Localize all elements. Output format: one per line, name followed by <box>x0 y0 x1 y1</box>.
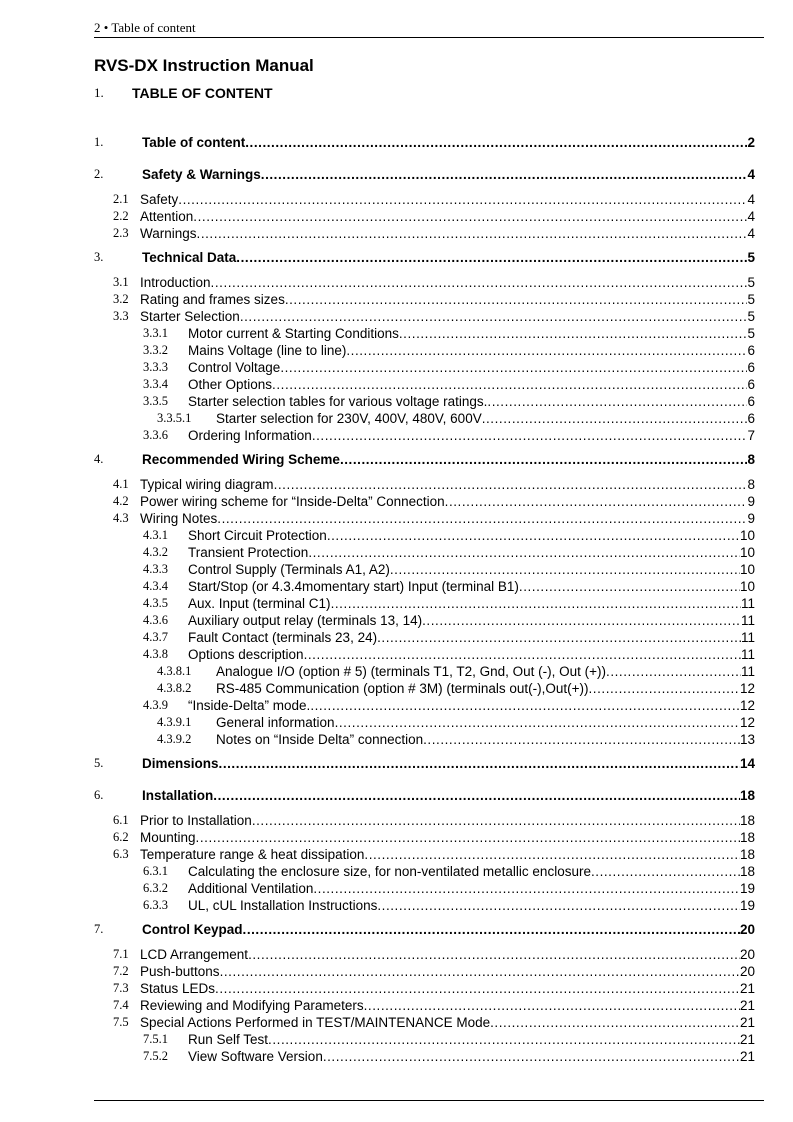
toc-entry-number: 1. <box>94 135 104 149</box>
toc-entry-title: Start/Stop (or 4.3.4momentary start) Input (terminal B1) <box>188 579 519 594</box>
toc-entry-title: Push-buttons <box>140 964 220 979</box>
dot-leader <box>313 880 740 897</box>
toc-entry-page: 19 <box>739 898 755 913</box>
toc-entry[interactable] <box>143 897 755 914</box>
dot-leader <box>310 697 740 714</box>
toc-entry-number: 6.1 <box>113 813 129 827</box>
toc-entry[interactable] <box>143 595 755 612</box>
toc-entry[interactable] <box>143 646 755 663</box>
toc-entry-number: 4.3.3 <box>143 562 168 576</box>
dot-leader <box>346 342 747 359</box>
toc-entry[interactable] <box>113 225 755 242</box>
toc-entry-page: 18 <box>739 830 755 845</box>
toc-entry-title: Installation <box>142 788 214 803</box>
toc-entry-number: 3.3.4 <box>143 377 168 391</box>
toc-entry[interactable] <box>113 846 755 863</box>
toc-entry-page: 4 <box>747 167 755 182</box>
toc-entry-number: 4.1 <box>113 477 129 491</box>
section-title: TABLE OF CONTENT <box>132 85 273 101</box>
toc-entry-number: 4.3 <box>113 511 129 525</box>
toc-entry-page: 21 <box>739 981 755 996</box>
toc-entry-title: Control Supply (Terminals A1, A2) <box>188 562 390 577</box>
toc-entry[interactable] <box>94 166 755 183</box>
dot-leader <box>196 829 740 846</box>
toc-entry-page: 5 <box>747 292 755 307</box>
dot-leader <box>217 510 747 527</box>
toc-entry-title: Warnings <box>140 226 197 241</box>
toc-entry-page: 21 <box>739 1032 755 1047</box>
dot-leader <box>261 166 748 183</box>
toc-entry-page: 11 <box>740 596 755 611</box>
dot-leader <box>220 963 740 980</box>
toc-entry-page: 11 <box>740 647 755 662</box>
dot-leader <box>268 1031 740 1048</box>
toc-entry-title: Control Keypad <box>142 922 243 937</box>
toc-entry-number: 4.2 <box>113 494 129 508</box>
toc-entry[interactable] <box>113 476 755 493</box>
dot-leader <box>193 208 747 225</box>
toc-entry-number: 2.3 <box>113 226 129 240</box>
toc-entry-page: 12 <box>739 681 755 696</box>
dot-leader <box>236 249 747 266</box>
toc-entry-number: 2.1 <box>113 192 129 206</box>
toc-entry-title: Safety & Warnings <box>142 167 261 182</box>
toc-entry-title: RS-485 Communication (option # 3M) (terminals out(-),Out(+)) <box>216 681 589 696</box>
toc-entry-page: 10 <box>739 545 755 560</box>
toc-entry-page: 21 <box>739 1049 755 1064</box>
toc-entry-page: 4 <box>747 226 755 241</box>
toc-entry[interactable] <box>113 493 755 510</box>
toc-entry-title: Power wiring scheme for “Inside-Delta” Connection <box>140 494 445 509</box>
toc-entry[interactable] <box>157 663 755 680</box>
toc-entry[interactable] <box>143 612 755 629</box>
dot-leader <box>331 595 741 612</box>
toc-entry-page: 6 <box>747 411 755 426</box>
toc-entry-title: Starter selection for 230V, 400V, 480V, 600V <box>216 411 482 426</box>
toc-entry-title: Typical wiring diagram <box>140 477 274 492</box>
toc-entry-number: 4.3.9.2 <box>157 732 192 746</box>
toc-entry[interactable] <box>143 544 755 561</box>
toc-entry-page: 19 <box>739 881 755 896</box>
dot-leader <box>422 612 741 629</box>
toc-entry[interactable] <box>143 376 755 393</box>
toc-entry-page: 10 <box>739 528 755 543</box>
dot-leader <box>323 1048 740 1065</box>
toc-entry-number: 3.3.6 <box>143 428 168 442</box>
dot-leader <box>248 946 740 963</box>
dot-leader <box>340 451 748 468</box>
toc-entry-title: Safety <box>140 192 179 207</box>
toc-entry-page: 4 <box>747 192 755 207</box>
toc-entry-page: 5 <box>747 250 755 265</box>
toc-entry-number: 7.3 <box>113 981 129 995</box>
toc-entry-number: 3.2 <box>113 292 129 306</box>
section-number: 1. <box>94 85 104 100</box>
dot-leader <box>243 921 740 938</box>
dot-leader <box>606 663 741 680</box>
dot-leader <box>399 325 748 342</box>
toc-entry[interactable] <box>157 731 755 748</box>
toc-entry-title: Attention <box>140 209 194 224</box>
toc-entry-page: 7 <box>747 428 755 443</box>
toc-entry-title: Transient Protection <box>188 545 309 560</box>
dot-leader <box>272 376 747 393</box>
dot-leader <box>312 427 748 444</box>
toc-entry-number: 4.3.6 <box>143 613 168 627</box>
toc-entry-title: Additional Ventilation <box>188 881 314 896</box>
toc-entry[interactable] <box>143 697 755 714</box>
dot-leader <box>364 997 740 1014</box>
toc-entry-number: 6.3.3 <box>143 898 168 912</box>
toc-entry-title: Auxiliary output relay (terminals 13, 14) <box>188 613 423 628</box>
toc-entry-page: 5 <box>747 326 755 341</box>
toc-entry-page: 11 <box>740 664 755 679</box>
dot-leader <box>197 225 748 242</box>
toc-entry-number: 6. <box>94 788 104 802</box>
toc-entry-number: 3.3.5.1 <box>157 411 192 425</box>
toc-entry[interactable] <box>157 680 755 697</box>
toc-entry-number: 3.3.3 <box>143 360 168 374</box>
toc-entry[interactable] <box>113 308 755 325</box>
toc-entry-title: Recommended Wiring Scheme <box>142 452 340 467</box>
toc-entry[interactable] <box>143 393 755 410</box>
dot-leader <box>211 274 748 291</box>
toc-entry-title: UL, cUL Installation Instructions <box>188 898 378 913</box>
toc-entry-number: 4.3.8.1 <box>157 664 192 678</box>
dot-leader <box>487 393 747 410</box>
toc-entry-number: 4.3.5 <box>143 596 168 610</box>
toc-entry-title: Table of content <box>142 135 246 150</box>
toc-entry-number: 4.3.8.2 <box>157 681 192 695</box>
running-title: 2 • Table of content <box>94 20 196 35</box>
toc-entry[interactable] <box>143 427 755 444</box>
toc-entry-number: 7.2 <box>113 964 129 978</box>
toc-entry[interactable] <box>94 249 755 266</box>
dot-leader <box>240 308 748 325</box>
toc-entry[interactable] <box>143 325 755 342</box>
toc-entry-title: Prior to Installation <box>140 813 252 828</box>
toc-entry-title: Rating and frames sizes <box>140 292 285 307</box>
toc-entry-page: 2 <box>747 135 755 150</box>
toc-entry-page: 6 <box>747 377 755 392</box>
toc-entry-page: 20 <box>739 947 755 962</box>
dot-leader <box>285 291 748 308</box>
dot-leader <box>390 561 740 578</box>
toc-entry-number: 3.3.5 <box>143 394 168 408</box>
toc-entry-title: Options description <box>188 647 304 662</box>
dot-leader <box>591 863 740 880</box>
toc-entry-number: 5. <box>94 756 104 770</box>
toc-entry-number: 3.1 <box>113 275 129 289</box>
dot-leader <box>482 410 748 427</box>
toc-entry-title: Status LEDs <box>140 981 216 996</box>
dot-leader <box>308 544 740 561</box>
toc-entry-number: 4.3.7 <box>143 630 168 644</box>
toc-entry-page: 18 <box>739 847 755 862</box>
toc-entry[interactable] <box>143 863 755 880</box>
footer-rule <box>94 1100 764 1101</box>
toc-entry[interactable] <box>94 134 755 151</box>
toc-entry-page: 8 <box>747 477 755 492</box>
dot-leader <box>178 191 747 208</box>
dot-leader <box>490 1014 740 1031</box>
toc-entry-number: 7. <box>94 922 104 936</box>
toc-entry-number: 7.4 <box>113 998 129 1012</box>
toc-entry-number: 4.3.9.1 <box>157 715 192 729</box>
toc-entry-number: 6.2 <box>113 830 129 844</box>
toc-entry[interactable] <box>113 191 755 208</box>
toc-entry[interactable] <box>113 997 755 1014</box>
dot-leader <box>219 755 740 772</box>
document-title: RVS-DX Instruction Manual <box>94 56 314 75</box>
toc-entry-page: 4 <box>747 209 755 224</box>
toc-entry-number: 4. <box>94 452 104 466</box>
toc-entry[interactable] <box>113 274 755 291</box>
toc-entry-number: 7.5 <box>113 1015 129 1029</box>
toc-entry-title: Control Voltage <box>188 360 281 375</box>
toc-entry[interactable] <box>143 880 755 897</box>
dot-leader <box>327 527 740 544</box>
toc-entry-number: 7.5.2 <box>143 1049 168 1063</box>
toc-entry-page: 12 <box>739 715 755 730</box>
toc-entry[interactable] <box>143 1048 755 1065</box>
toc-entry-title: “Inside-Delta” mode. <box>188 698 311 713</box>
toc-entry-title: Dimensions <box>142 756 219 771</box>
dot-leader <box>252 812 740 829</box>
toc-entry-number: 7.1 <box>113 947 129 961</box>
toc-entry[interactable] <box>113 980 755 997</box>
toc-entry-title: Aux. Input (terminal C1) <box>188 596 331 611</box>
toc-entry-page: 5 <box>747 309 755 324</box>
toc-entry-title: Short Circuit Protection <box>188 528 327 543</box>
dot-leader <box>245 134 747 151</box>
toc-entry-number: 2. <box>94 167 104 181</box>
dot-leader <box>519 578 740 595</box>
dot-leader <box>445 493 748 510</box>
dot-leader <box>280 359 747 376</box>
toc-entry-number: 6.3 <box>113 847 129 861</box>
toc-entry-number: 6.3.2 <box>143 881 168 895</box>
toc-entry-number: 7.5.1 <box>143 1032 168 1046</box>
toc-entry-page: 9 <box>747 494 755 509</box>
toc-entry-number: 2.2 <box>113 209 129 223</box>
toc-entry-number: 3.3.1 <box>143 326 168 340</box>
toc-entry-title: Ordering Information <box>188 428 312 443</box>
toc-entry-page: 14 <box>739 756 755 771</box>
toc-entry-title: Mains Voltage (line to line) <box>188 343 347 358</box>
dot-leader <box>377 629 741 646</box>
toc-entry-title: Other Options <box>188 377 273 392</box>
toc-entry-page: 12 <box>739 698 755 713</box>
toc-entry-page: 13 <box>739 732 755 747</box>
toc-entry-page: 18 <box>739 864 755 879</box>
toc-entry[interactable] <box>143 342 755 359</box>
toc-entry-title: Calculating the enclosure size, for non-ventilated metallic enclosure <box>188 864 591 879</box>
toc-entry-number: 4.3.1 <box>143 528 168 542</box>
dot-leader <box>274 476 748 493</box>
toc-entry-page: 18 <box>739 813 755 828</box>
toc-entry-page: 10 <box>739 579 755 594</box>
toc-entry[interactable] <box>94 451 755 468</box>
toc-entry-number: 3. <box>94 250 104 264</box>
dot-leader <box>377 897 740 914</box>
toc-entry-number: 3.3.2 <box>143 343 168 357</box>
dot-leader <box>304 646 741 663</box>
toc-entry[interactable] <box>143 359 755 376</box>
toc-entry-page: 6 <box>747 360 755 375</box>
toc-entry[interactable] <box>94 755 755 772</box>
dot-leader <box>335 714 740 731</box>
toc-entry[interactable] <box>113 963 755 980</box>
toc-entry-number: 4.3.4 <box>143 579 168 593</box>
toc-entry-page: 11 <box>740 630 755 645</box>
toc-entry[interactable] <box>143 527 755 544</box>
toc-entry[interactable] <box>94 787 755 804</box>
toc-entry[interactable] <box>143 561 755 578</box>
toc-entry-page: 5 <box>747 275 755 290</box>
toc-entry[interactable] <box>157 714 755 731</box>
toc-entry-title: Notes on “Inside Delta” connection <box>216 732 424 747</box>
toc-entry-page: 9 <box>747 511 755 526</box>
toc-entry-title: General information <box>216 715 335 730</box>
toc-entry[interactable] <box>113 291 755 308</box>
toc-entry[interactable] <box>157 410 755 427</box>
toc-entry-page: 21 <box>739 998 755 1013</box>
toc-entry-number: 4.3.9 <box>143 698 168 712</box>
toc-entry[interactable] <box>113 812 755 829</box>
toc-entry-number: 6.3.1 <box>143 864 168 878</box>
toc-entry[interactable] <box>113 208 755 225</box>
toc-entry-title: Starter selection tables for various voltage ratings. <box>188 394 488 409</box>
toc-entry[interactable] <box>113 829 755 846</box>
toc-entry[interactable] <box>143 629 755 646</box>
toc-entry-page: 11 <box>740 613 755 628</box>
toc-entry-title: Temperature range & heat dissipation <box>140 847 365 862</box>
toc-entry-title: LCD Arrangement <box>140 947 249 962</box>
toc-entry-title: Run Self Test <box>188 1032 269 1047</box>
toc-entry[interactable] <box>113 946 755 963</box>
toc-entry-title: Wiring Notes <box>140 511 218 526</box>
dot-leader <box>215 980 740 997</box>
toc-entry-page: 8 <box>747 452 755 467</box>
dot-leader <box>423 731 740 748</box>
toc-entry-page: 10 <box>739 562 755 577</box>
toc-entry-title: Reviewing and Modifying Parameters <box>140 998 364 1013</box>
toc-entry-number: 4.3.2 <box>143 545 168 559</box>
toc-entry-title: Starter Selection <box>140 309 240 324</box>
toc-entry-title: Special Actions Performed in TEST/MAINTENANCE Mode <box>140 1015 491 1030</box>
toc-entry-page: 6 <box>747 394 755 409</box>
toc-entry-title: Mounting <box>140 830 196 845</box>
toc-entry-title: Technical Data <box>142 250 237 265</box>
toc-entry[interactable] <box>143 578 755 595</box>
toc-entry[interactable] <box>94 921 755 938</box>
toc-entry[interactable] <box>143 1031 755 1048</box>
toc-entry-page: 21 <box>739 1015 755 1030</box>
toc-entry-title: Fault Contact (terminals 23, 24) <box>188 630 378 645</box>
toc-entry-title: Analogue I/O (option # 5) (terminals T1, T2, Gnd, Out (-), Out (+)) <box>216 664 607 679</box>
toc-entry[interactable] <box>113 1014 755 1031</box>
toc-entry-number: 3.3 <box>113 309 129 323</box>
toc-entry-title: View Software Version <box>188 1049 323 1064</box>
toc-entry[interactable] <box>113 510 755 527</box>
toc-entry-title: Motor current & Starting Conditions <box>188 326 399 341</box>
toc-entry-title: Introduction <box>140 275 211 290</box>
toc-entry-page: 20 <box>739 964 755 979</box>
toc-entry-page: 6 <box>747 343 755 358</box>
dot-leader <box>213 787 740 804</box>
dot-leader <box>589 680 740 697</box>
dot-leader <box>364 846 740 863</box>
toc-entry-page: 18 <box>739 788 755 803</box>
toc-entry-page: 20 <box>739 922 755 937</box>
toc-entry-number: 4.3.8 <box>143 647 168 661</box>
